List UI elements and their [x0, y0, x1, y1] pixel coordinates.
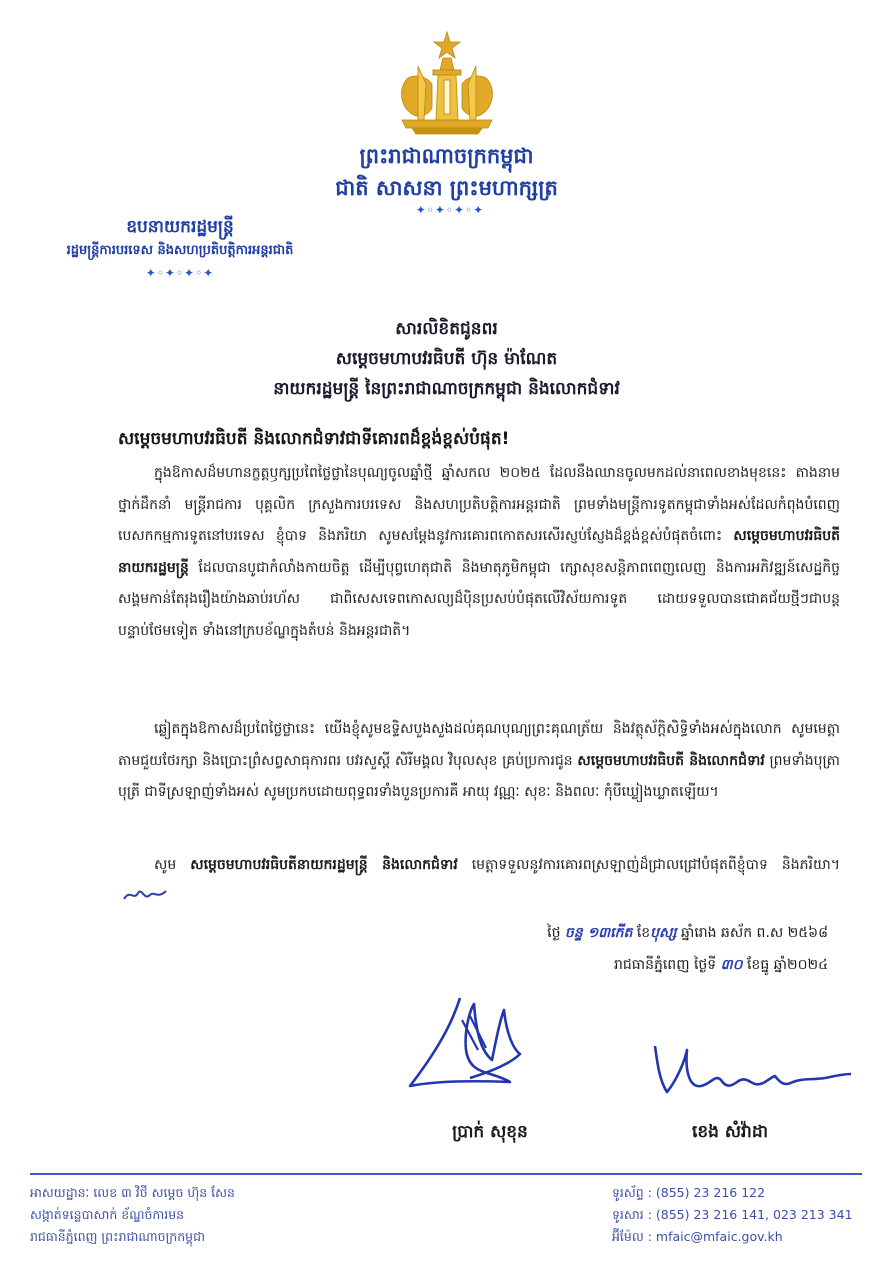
- footer-contact: [612, 1182, 882, 1248]
- paragraph-3: [118, 850, 840, 913]
- footer-address: [30, 1182, 450, 1248]
- footer-address-line-1: អាសយដ្ឋានៈ លេខ ៣ វិថី សម្តេច ហ៊ុន សែន: [30, 1185, 235, 1200]
- lunar-date-prefix: ថ្ងៃ: [547, 925, 561, 941]
- paragraph-2-text-b: ព្រមទាំងបុត្រា បុត្រី ជាទីស្រឡាញ់ទាំងអស់ សូមប្រកបដោយពុទ្ធពរទាំងបួនប្រការគឺ អាយុ វណ្ណៈ សុខៈ និងពលៈ កុំបីឃ្លៀងឃ្លាតឡើយ។: [118, 752, 840, 800]
- paragraph-1-emphasis: សម្តេចមហាបវរធិបតីនាយករដ្ឋមន្ត្រី: [118, 528, 841, 576]
- solar-day: ៣០: [720, 957, 743, 973]
- footer-address-line-2: សង្កាត់ទន្លេបាសាក់ ខ័ណ្ឌចំការមន: [30, 1207, 185, 1222]
- footer-fax: ទូរសារ : (855) 23 216 141, 023 213 341: [612, 1207, 853, 1222]
- ornament-divider-left: ✦◦✦◦✦◦✦: [145, 266, 215, 280]
- footer-email[interactable]: អ៊ីម៉ែល : mfaic@mfaic.gov.kh: [612, 1229, 783, 1244]
- royal-coat-of-arms-icon: [388, 28, 506, 136]
- lunar-day: ចន្ទ ១៣កើត: [564, 925, 633, 941]
- paragraph-2-emphasis: សម្តេចមហាបវរធិបតី និងលោកជំទាវ: [577, 752, 765, 769]
- solar-date: [350, 950, 828, 980]
- solar-date-prefix: រាជធានីភ្នំពេញ ថ្ងៃទី: [613, 957, 717, 973]
- letter-addressee: សម្តេចមហាបវរធិបតី ហ៊ុន ម៉ាណែត: [335, 349, 558, 369]
- paragraph-3-emphasis: សម្តេចមហាបវរធិបតីនាយករដ្ឋមន្ត្រី និងលោកជំទាវ: [190, 857, 458, 873]
- lunar-year: ឆ្នាំរោង ឆស័ក ព.ស ២៥៦៨: [681, 925, 828, 941]
- lunar-date: [350, 918, 828, 948]
- paragraph-2: [118, 714, 840, 809]
- paragraph-3-text-b: មេត្តាទទួលនូវការគោរពស្រឡាញ់ដ៏ជ្រាលជ្រៅបំផុតពីខ្ញុំបាទ និងភរិយា។: [471, 857, 841, 873]
- ornament-divider: ✦◦✦◦✦◦✦: [415, 203, 485, 217]
- lunar-month-prefix: ខែ: [636, 925, 651, 941]
- paragraph-1: [118, 458, 840, 647]
- national-motto: ជាតិ សាសនា ព្រះមហាក្សត្រ: [335, 176, 558, 200]
- kingdom-title: ព្រះរាជាណាចក្រកម្ពុជា: [359, 144, 534, 168]
- solar-month-year: ខែធ្នូ ឆ្នាំ២០២៤: [746, 957, 828, 973]
- salutation: សម្តេចមហាបវរធិបតី និងលោកជំទាវជាទីគោរពដ៏ខ្ពង់ខ្ពស់បំផុត!: [118, 429, 510, 449]
- deputy-prime-minister-title: ឧបនាយករដ្ឋមន្ត្រី: [126, 217, 234, 237]
- letter-title: សារលិខិតជូនពរ: [395, 319, 498, 339]
- signatory-right-name: ខេង សំវ៉ាដា: [691, 1122, 769, 1142]
- footer-phone: ទូរស័ព្ទ : (855) 23 216 122: [612, 1185, 766, 1200]
- initials-mark-icon: [122, 887, 168, 903]
- signature-right-icon: [645, 1040, 855, 1100]
- ministry-name: រដ្ឋមន្ត្រីការបរទេស និងសហប្រតិបត្តិការអន្តរជាតិ: [66, 243, 294, 258]
- signatory-left-name: ប្រាក់ សុខុន: [452, 1122, 528, 1142]
- letter-addressee-role: នាយករដ្ឋមន្ត្រី នៃព្រះរាជាណាចក្រកម្ពុជា និងលោកជំទាវ: [273, 379, 620, 399]
- paragraph-2-text-a: ឆ្លៀតក្នុងឱកាសដ៏ប្រពៃថ្លៃថ្លានេះ យើងខ្ញុំសូមឧទ្ទិសបួងសួងដល់គុណបុណ្យព្រះគុណត្រ័យ និងវត្ថុស័ក្តិសិទ្ធិទាំងអស់ក្នុងលោក សូមមេត្តាតាមជួយថែរក្សា និងប្រោះព្រំសព្វសាធុការពរ បវរសួស្តី សិរីមង្គល វិបុលសុខ គ្រប់ប្រការជូន: [118, 721, 840, 769]
- footer-address-line-3: រាជធានីភ្នំពេញ ព្រះរាជាណាចក្រកម្ពុជា: [30, 1229, 205, 1244]
- signature-left-icon: [400, 990, 530, 1100]
- footer-divider: [30, 1173, 862, 1175]
- paragraph-1-text-b: ដែលបានបូជាកំលាំងកាយចិត្ត ដើម្បីបុព្វហេតុជាតិ និងមាតុភូមិកម្ពុជា ក្សោសុខសន្តិភាពពេញលេញ និងការអភិវឌ្ឍន៍សេដ្ឋកិច្ចសង្គមកាន់តែរុងរឿងយ៉ាងឆាប់រហ័ស ជាពិសេសទេពកោសល្យដ៏ប៉ិនប្រសប់បំផុតលើវិស័យការទូត ដោយទទួលបានជោគជ័យថ្មីៗជាបន្តបន្ទាប់ថែមទៀត ទាំងនៅក្របខ័ណ្ឌក្នុងតំបន់ និងអន្តរជាតិ។: [118, 559, 841, 639]
- paragraph-3-text-a: សូម: [154, 857, 177, 873]
- lunar-month: បុស្ស: [650, 925, 677, 941]
- paragraph-1-text-a: ក្នុងឱកាសដ៏មហានក្ខត្តឫក្សប្រពៃថ្លៃថ្លានៃបុណ្យចូលឆ្នាំថ្មី ឆ្នាំសកល ២០២៥ ដែលនឹងឈានចូលមកដល់នាពេលខាងមុខនេះ តាងនាមថ្នាក់ដឹកនាំ មន្ត្រីរាជការ បុគ្គលិក ក្រសួងការបរទេស និងសហប្រតិបត្តិការអន្តរជាតិ ព្រមទាំងមន្ត្រីការទូតកម្ពុជាទាំងអស់ដែលកំពុងបំពេញបេសកកម្មការទូតនៅបរទេស ខ្ញុំបាទ និងភរិយា សូមសម្តែងនូវការគោរពកោតសរសើរស្ញប់ស្ញែងដ៏ខ្ពង់ខ្ពស់បំផុតចំពោះ: [118, 465, 840, 544]
